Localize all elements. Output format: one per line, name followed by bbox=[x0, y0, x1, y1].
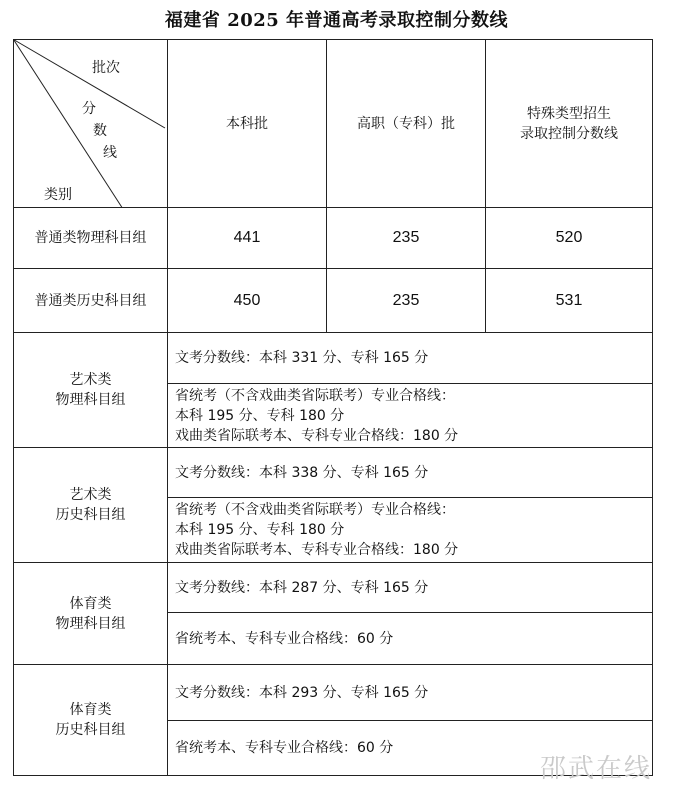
group-category-text: 艺术类 历史科目组 bbox=[55, 487, 126, 523]
group-line-culture: 文考分数线：本科 287 分、专科 165 分 bbox=[175, 579, 429, 596]
watermark: 邵武在线 bbox=[540, 754, 653, 784]
group-line-major-text: 省统考（不含戏曲类省际联考）专业合格线： 本科 195 分、专科 180 分 戏曲类省际联考本、专科专业合格线：180 分 bbox=[175, 502, 459, 558]
table-cell-teshu: 531 bbox=[555, 291, 583, 309]
group-category bbox=[14, 333, 167, 447]
col-header-gaozhi: 高职（专科）批 bbox=[357, 115, 455, 132]
table-row-category: 普通类物理科目组 bbox=[34, 230, 147, 246]
group-line-culture: 文考分数线：本科 293 分、专科 165 分 bbox=[175, 684, 429, 701]
group-line-major: 省统考本、专科专业合格线：60 分 bbox=[175, 740, 394, 756]
diag-label-fen: 分 bbox=[82, 101, 96, 117]
group-category-text: 艺术类 物理科目组 bbox=[55, 372, 126, 408]
diag-label-shu: 数 bbox=[93, 123, 107, 139]
table-cell-teshu: 520 bbox=[555, 229, 583, 246]
group-category bbox=[14, 665, 167, 775]
diag-label-xian: 线 bbox=[103, 145, 117, 161]
group-category-text: 体育类 物理科目组 bbox=[55, 595, 126, 632]
group-category bbox=[14, 448, 167, 562]
col-header-benke: 本科批 bbox=[226, 115, 268, 132]
page-title: 福建省 2025 年普通高考录取控制分数线 bbox=[164, 10, 509, 31]
col-header-teshu-text: 特殊类型招生 录取控制分数线 bbox=[520, 105, 618, 142]
group-line-major-text: 省统考（不含戏曲类省际联考）专业合格线： 本科 195 分、专科 180 分 戏曲类省际联考本、专科专业合格线：180 分 bbox=[175, 387, 459, 444]
table-cell-benke: 441 bbox=[233, 229, 261, 246]
table-cell-benke: 450 bbox=[233, 291, 261, 309]
group-line-major: 省统考本、专科专业合格线：60 分 bbox=[175, 630, 394, 647]
table-cell-gaozhi: 235 bbox=[392, 291, 420, 309]
group-line-culture: 文考分数线：本科 331 分、专科 165 分 bbox=[175, 350, 429, 366]
group-line-major bbox=[168, 498, 652, 562]
group-line-major bbox=[168, 384, 652, 447]
group-line-culture: 文考分数线：本科 338 分、专科 165 分 bbox=[175, 464, 429, 481]
diag-label-category: 类别 bbox=[44, 187, 72, 203]
diag-label-batch: 批次 bbox=[92, 60, 120, 76]
col-header-teshu bbox=[486, 40, 652, 207]
table-cell-gaozhi: 235 bbox=[392, 229, 420, 246]
group-category bbox=[14, 563, 167, 664]
group-category-text: 体育类 历史科目组 bbox=[55, 702, 126, 738]
table-row-category: 普通类历史科目组 bbox=[34, 292, 147, 309]
